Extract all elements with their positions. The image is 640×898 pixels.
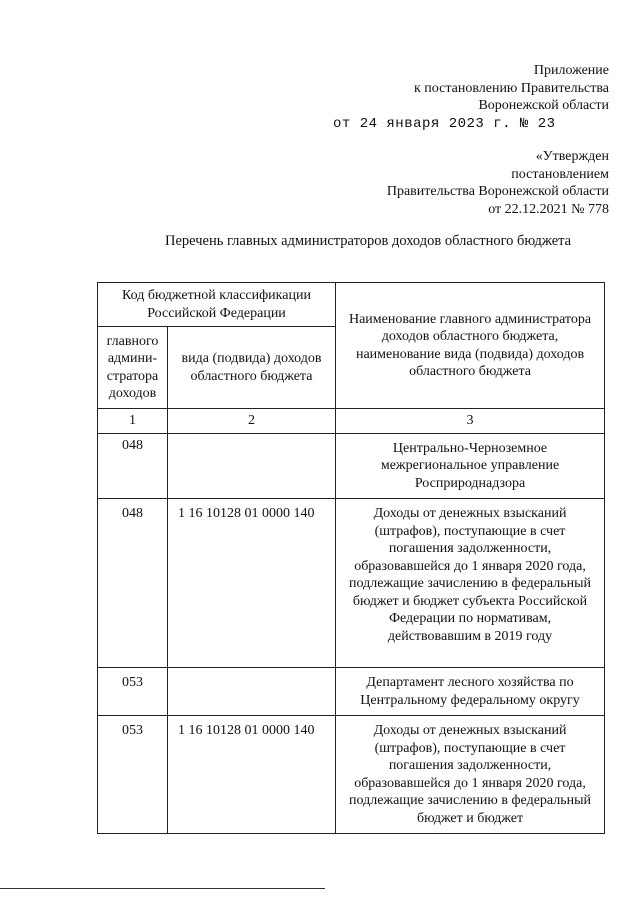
header-name-column: Наименование главного администратора доходов областного бюджета, наименование вида (подвида) доходов областного бюджета [336, 283, 605, 409]
table-row [98, 433, 605, 499]
row-admin-code: 048 [98, 499, 168, 668]
approved-line-2: постановлением [511, 166, 609, 182]
table-row [98, 499, 605, 668]
row-name: Доходы от денежных взысканий (штрафов), поступающие в счет погашения задолженности, образовавшейся до 1 января 2020 года, подлежащие зачислению в федеральный бюджет и бюджет субъекта Российской Федерации по нормативам, действовавшим в 2019 году [336, 499, 605, 668]
approved-line-1: «Утвержден [535, 149, 609, 164]
approved-line-3: Правительства Воронежской области [386, 184, 609, 199]
table-row [98, 668, 605, 716]
row-income-code [168, 433, 336, 499]
column-number-1: 1 [98, 409, 168, 434]
document-title: Перечень главных администраторов доходов областного бюджета [165, 233, 572, 249]
page-bottom-rule [0, 888, 325, 889]
appendix-block [414, 62, 609, 115]
administrators-table [97, 282, 605, 834]
row-name: Центрально-Черноземное межрегиональное управление Росприроднадзора [336, 433, 605, 499]
row-income-code: 1 16 10128 01 0000 140 [168, 716, 336, 834]
row-name: Доходы от денежных взысканий (штрафов), поступающие в счет погашения задолженности, образовавшейся до 1 января 2020 года, подлежащие зачислению в федеральный бюджет и бюджет [336, 716, 605, 834]
header-code-group: Код бюджетной классификации Российской Федерации [98, 283, 336, 327]
approved-line-4: от 22.12.2021 № 778 [488, 201, 609, 217]
header-admin-column: главного админи-стратора доходов [98, 327, 168, 409]
header-code-column: вида (подвида) доходов областного бюджета [168, 327, 336, 409]
row-income-code [168, 668, 336, 716]
column-number-2: 2 [168, 409, 336, 434]
approved-block [387, 148, 609, 218]
appendix-date-line: от 24 января 2023 г. № 23 [333, 116, 556, 132]
column-number-3: 3 [336, 409, 605, 434]
table-row [98, 716, 605, 834]
row-income-code: 1 16 10128 01 0000 140 [168, 499, 336, 668]
row-admin-code: 053 [98, 716, 168, 834]
appendix-line-1: Приложение [533, 63, 609, 78]
appendix-line-2: к постановлению Правительства [413, 80, 609, 96]
appendix-line-3: Воронежской области [478, 98, 609, 113]
row-admin-code: 053 [98, 668, 168, 716]
row-name: Департамент лесного хозяйства по Центральному федеральному округу [336, 668, 605, 716]
row-admin-code: 048 [98, 433, 168, 499]
